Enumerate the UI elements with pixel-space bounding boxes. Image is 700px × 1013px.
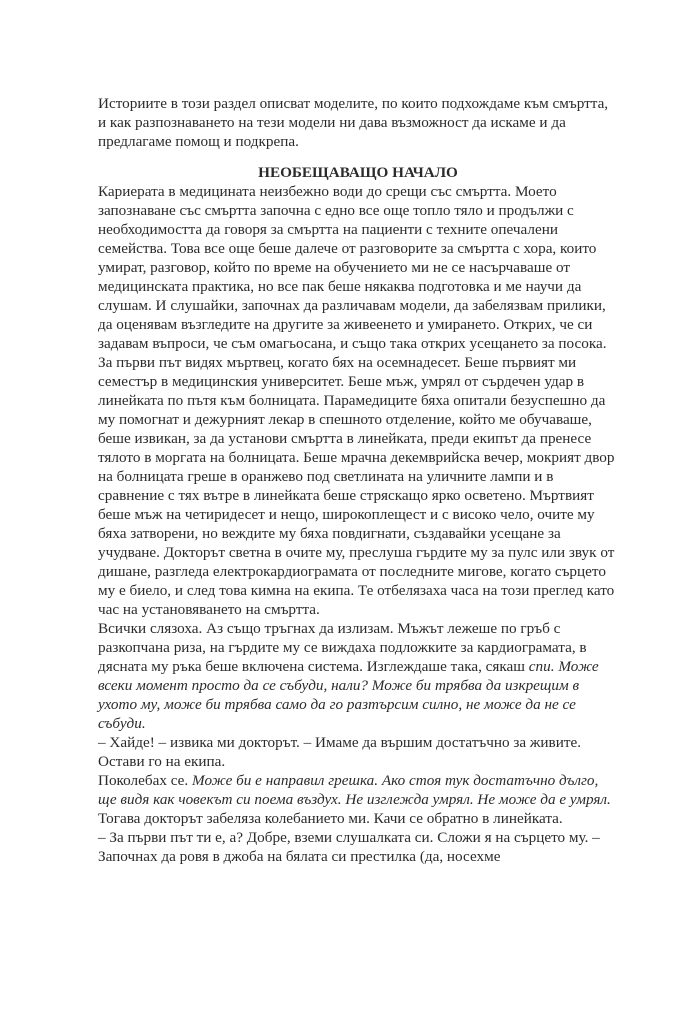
paragraph-italic-text: Може би е направил грешка. Ако стоя тук достатъчно дълго, ще видя как човекът си поема въздух. Не изглежда умрял. Не може да е умрял. xyxy=(98,772,611,808)
paragraph-text: Тогава докторът забеляза колебанието ми. Качи се обратно в линейката. xyxy=(98,810,563,827)
section-heading: НЕОБЕЩАВАЩО НАЧАЛО xyxy=(258,164,458,181)
paragraph xyxy=(98,809,618,828)
paragraph xyxy=(98,771,618,809)
paragraph xyxy=(98,619,618,733)
body-text xyxy=(98,182,618,866)
paragraph-text: Кариерата в медицината неизбежно води до срещи със смъртта. Моето запознаване със смъртта започна с едно все още топло тяло и продължи с необходимостта да говоря за смъртта на пациенти с техните опечалени семейства. Това все още беше далече от разговорите за смъртта с хора, които умират, разговор, който по време на обучението ми не се насърчаваше от медицинската практика, но все пак беше някаква подготовка и ме научи да слушам. И слушайки, започнах да различавам модели, да забелязвам прилики, да оценявам възгледите на другите за живеенето и умирането. Открих, че си задавам въпроси, че съм омагьосана, и също така открих усещането за посока. xyxy=(98,183,607,352)
paragraph xyxy=(98,353,618,619)
paragraph xyxy=(98,182,618,353)
intro-text: Историите в този раздел описват моделите, по които подхождаме към смъртта, и как разпознаването на тези модели ни дава възможност да искаме и да предлагаме помощ и подкрепа. xyxy=(98,95,609,150)
paragraph-text: – Хайде! – извика ми докторът. – Имаме да вършим достатъчно за живите. Остави го на екипа. xyxy=(98,734,582,770)
paragraph-text: – За първи път ти е, а? Добре, вземи слушалката си. Сложи я на сърцето му. – Започнах да ровя в джоба на бялата си престилка (да, носехме xyxy=(98,829,600,865)
paragraph xyxy=(98,733,618,771)
paragraph-italic-text: спи. Може всеки момент просто да се събуди, нали? Може би трябва да изкрещим в ухото му, може би трябва само да го разтърсим силно, не може да не се събуди. xyxy=(98,658,599,732)
paragraph xyxy=(98,828,618,866)
paragraph-text: За първи път видях мъртвец, когато бях на осемнадесет. Беше първият ми семестър в медицинския университет. Беше мъж, умрял от сърдечен удар в линейката по пътя към болницата. Парамедиците бяха опитали безуспешно да му помогнат и дежурният лекар в спешното отделение, който ме обучаваше, беше извикан, за да установи смъртта в линейката, преди екипът да пренесе тялото в моргата на болницата. Беше мрачна декемврийска вечер, мокрият двор на болницата греше в оранжево под светлината на уличните лампи и в сравнение с тях вътре в линейката беше стряскащо ярко осветено. Мъртвият беше мъж на четиридесет и нещо, широкоплещест и с високо чело, очите му бяха затворени, но веждите му бяха повдигнати, създавайки усещане за учудване. Докторът светна в очите му, преслуша гърдите му за пулс или звук от дишане, разгледа електрокардиограмата от последните мигове, когато сърцето му е биело, и след това кимна на екипа. Те отбелязаха часа на този преглед като час на установяването на смъртта. xyxy=(98,354,615,618)
paragraph-text: Всички слязоха. Аз също тръгнах да излизам. Мъжът лежеше по гръб с разкопчана риза, на гърдите му се виждаха подложките за кардиограмата, в дясната му ръка беше включена система. Изглеждаше така, сякаш xyxy=(98,620,587,675)
intro-paragraph xyxy=(98,94,618,151)
paragraph-text: Поколебах се. xyxy=(98,772,193,789)
